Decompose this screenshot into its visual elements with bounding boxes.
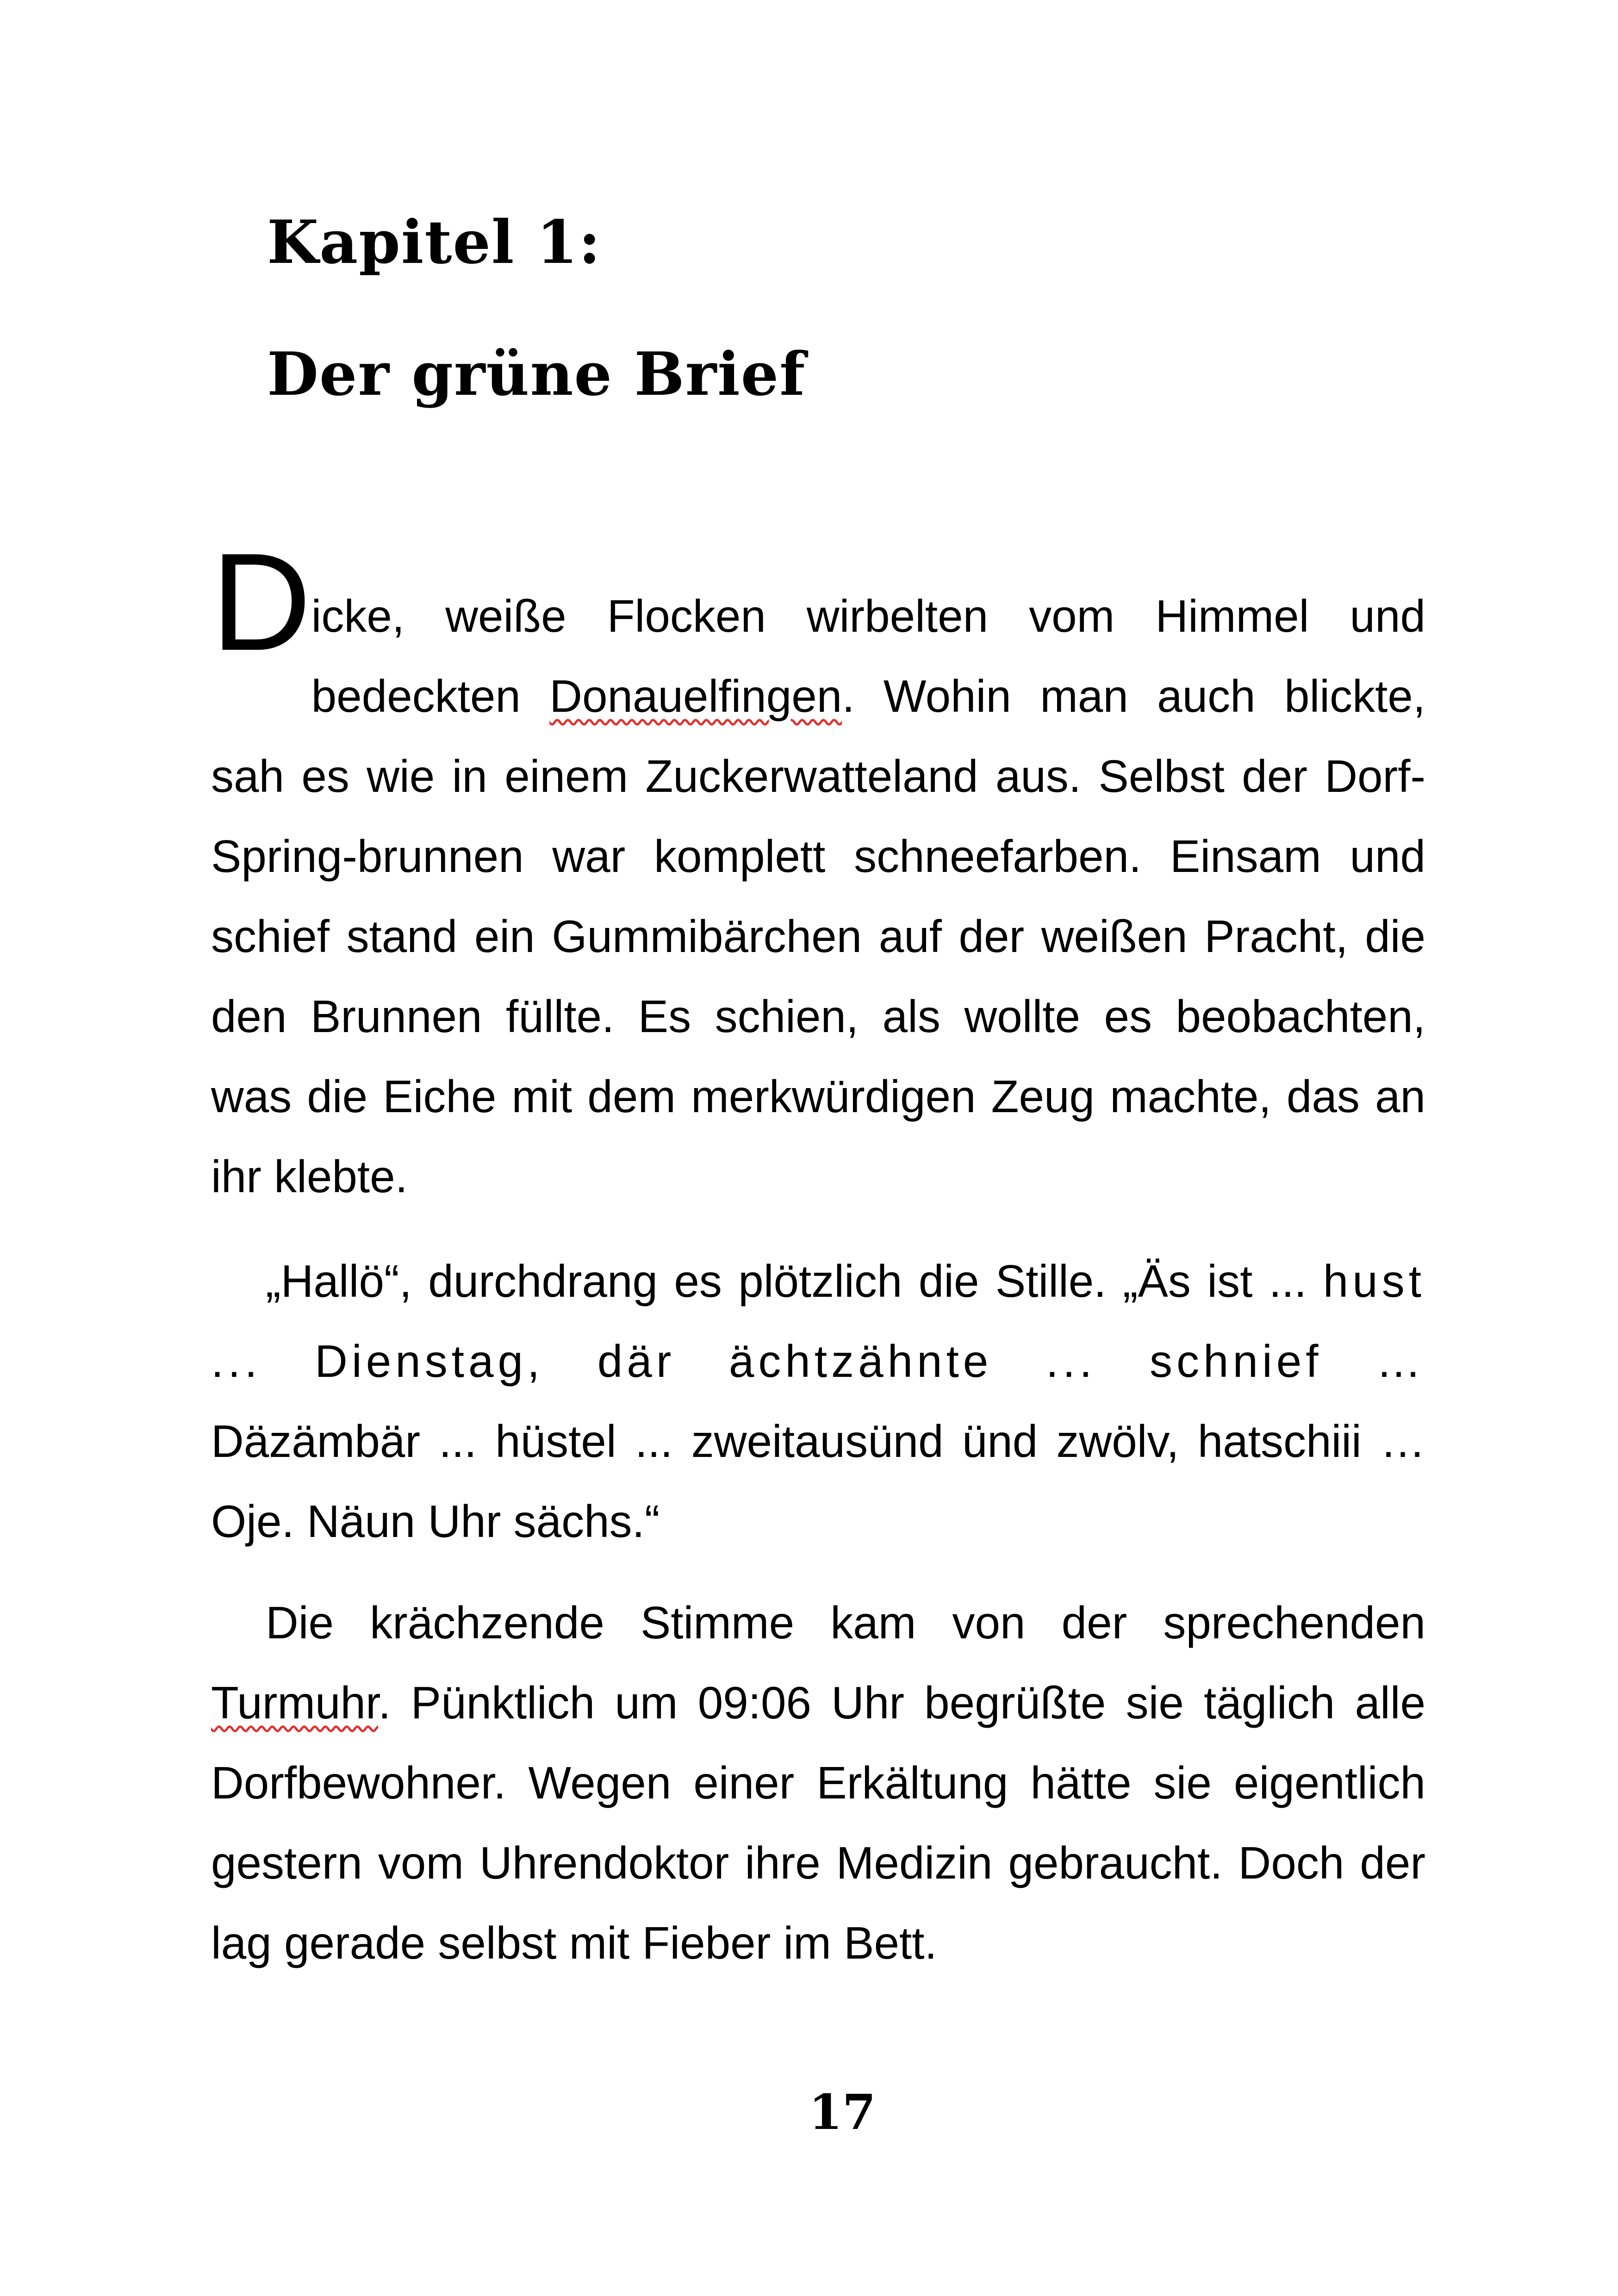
paragraph-1 <box>211 524 1425 1217</box>
chapter-label: Kapitel 1: <box>267 208 602 277</box>
paragraph-1-text-a: icke, weiße Flocken wirbelten vom Himmel und bedeckten <box>311 591 1425 722</box>
paragraph-2 <box>211 1241 1425 1562</box>
paragraph-3 <box>211 1583 1425 1983</box>
paragraph-2-line-1: „Hallö“, durchdrang es plötzlich die Stille. „Äs ist ... <box>266 1256 1307 1307</box>
paragraph-2-line-2: hust ... Dienstag, där ächtzähnte ... schnief … <box>211 1256 1425 1387</box>
paragraph-3-text-b: . Pünktlich um 09:06 Uhr begrüßte sie täglich alle Dorfbewohner. Wegen einer Erkältung hätte sie eigentlich gestern vom Uhrendoktor ihre Medizin gebraucht. Doch der lag gerade selbst mit Fieber im Bett. <box>211 1677 1425 1968</box>
paragraph-3-text-a: Die krächzende Stimme kam von der sprechenden <box>266 1597 1425 1648</box>
drop-cap: D <box>211 524 311 679</box>
chapter-title: Der grüne Brief <box>267 340 806 409</box>
spellcheck-flagged-word[interactable]: Donauelfingen <box>549 671 842 722</box>
paragraph-2-line-3: Däzämbär ... hüstel ... zweitausünd ünd zwölv, hatschiii … <box>211 1416 1425 1467</box>
paragraph-2-line-4: Oje. Näun Uhr sächs.“ <box>211 1496 660 1547</box>
paragraph-1-text-b: . Wohin man auch blickte, sah es wie in einem Zuckerwatteland aus. Selbst der Dorf-Spring-brunnen war komplett schneefarben. Einsam und schief stand ein Gummibärchen auf der weißen Pracht, die den Brunnen füllte. Es schien, als wollte es beobachten, was die Eiche mit dem merkwürdigen Zeug machte, das an ihr klebte. <box>211 671 1425 1202</box>
spellcheck-flagged-word[interactable]: Turmuhr <box>211 1677 379 1728</box>
page-number: 17 <box>809 2084 876 2140</box>
